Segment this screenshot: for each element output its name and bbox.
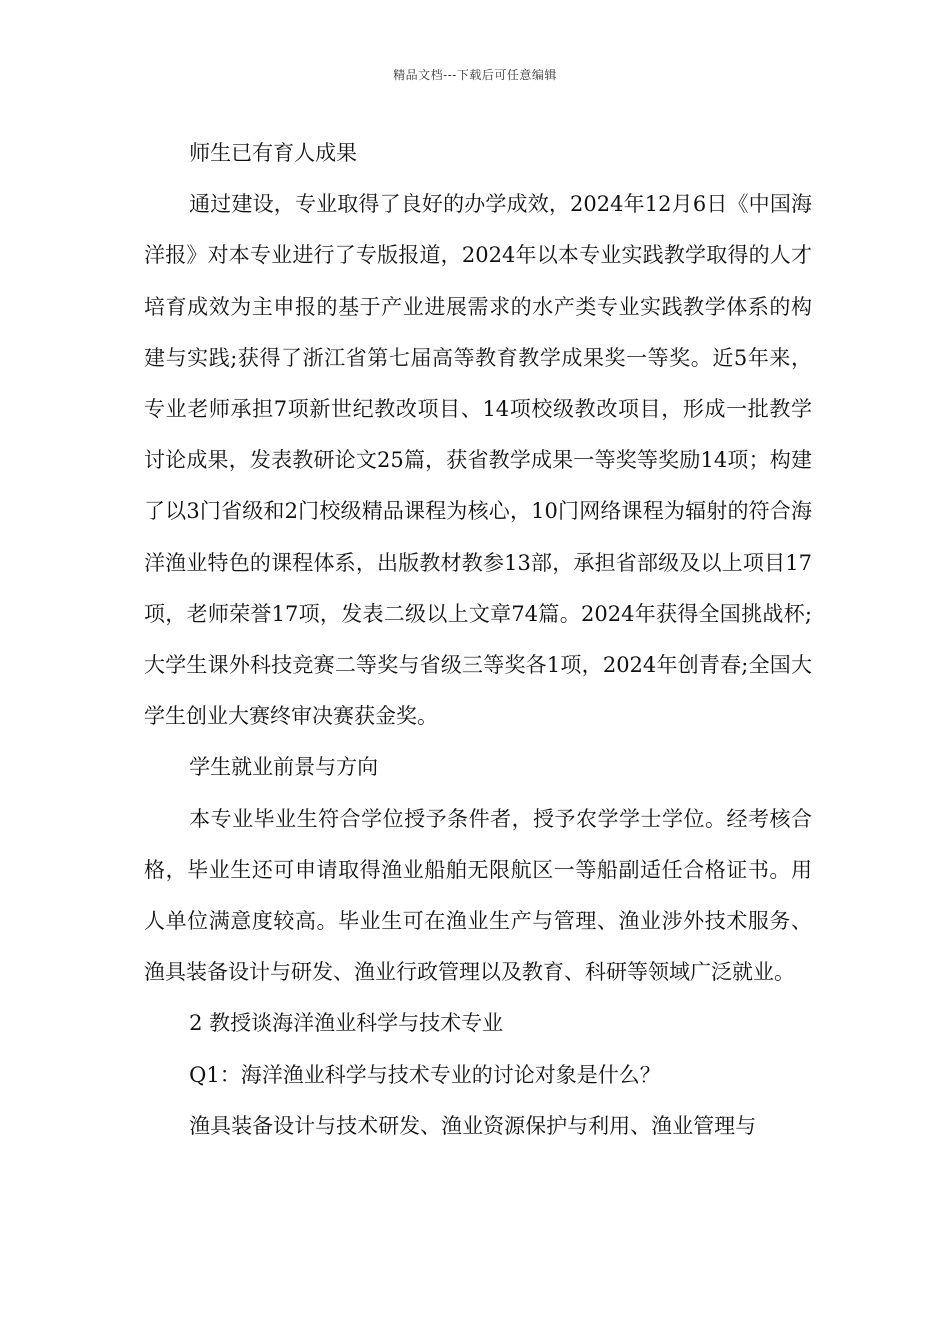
paragraph-achievements: 通过建设，专业取得了良好的办学成效，2024年12月6日《中国海洋报》对本专业进行了专版报道，2024年以本专业实践教学取得的人才培育成效为主申报的基于产业进展需求的水产类专业实践教学体系的构建与实践;获得了浙江省第七届高等教育教学成果奖一等奖。近5年来，专业老师承担7项新世纪教改项目、14项校级教改项目，形成一批教学讨论成果，发表教研论文25篇，获省教学成果一等奖等奖励14项；构建了以3门省级和2门校级精品课程为核心，10门网络课程为辐射的符合海洋渔业特色的课程体系，出版教材教参13部，承担省部级及以上项目17项，老师荣誉17项，发表二级以上文章74篇。2024年获得全国挑战杯;大学生课外科技竞赛二等奖与省级三等奖各1项，2024年创青春;全国大学生创业大赛终审决赛获金奖。 bbox=[144, 192, 812, 729]
section-heading-achievements: 师生已有育人成果 bbox=[189, 141, 358, 165]
section-heading-professor: 2 教授谈海洋渔业科学与技术专业 bbox=[189, 1011, 504, 1036]
paragraph-employment: 本专业毕业生符合学位授予条件者，授予农学学士学位。经考核合格，毕业生还可申请取得渔业船舶无限航区一等船副适任合格证书。用人单位满意度较高。毕业生可在渔业生产与管理、渔业涉外技术服务、渔具装备设计与研发、渔业行政管理以及教育、科研等领域广泛就业。 bbox=[144, 806, 812, 985]
section-heading-employment: 学生就业前景与方向 bbox=[189, 755, 379, 780]
page-header: 精品文档---下载后可任意编辑 bbox=[393, 68, 557, 82]
document-body bbox=[144, 128, 812, 1152]
question-q1: Q1：海洋渔业科学与技术专业的讨论对象是什么？ bbox=[189, 1062, 661, 1087]
answer-q1: 渔具装备设计与技术研发、渔业资源保护与利用、渔业管理与 bbox=[189, 1113, 757, 1138]
